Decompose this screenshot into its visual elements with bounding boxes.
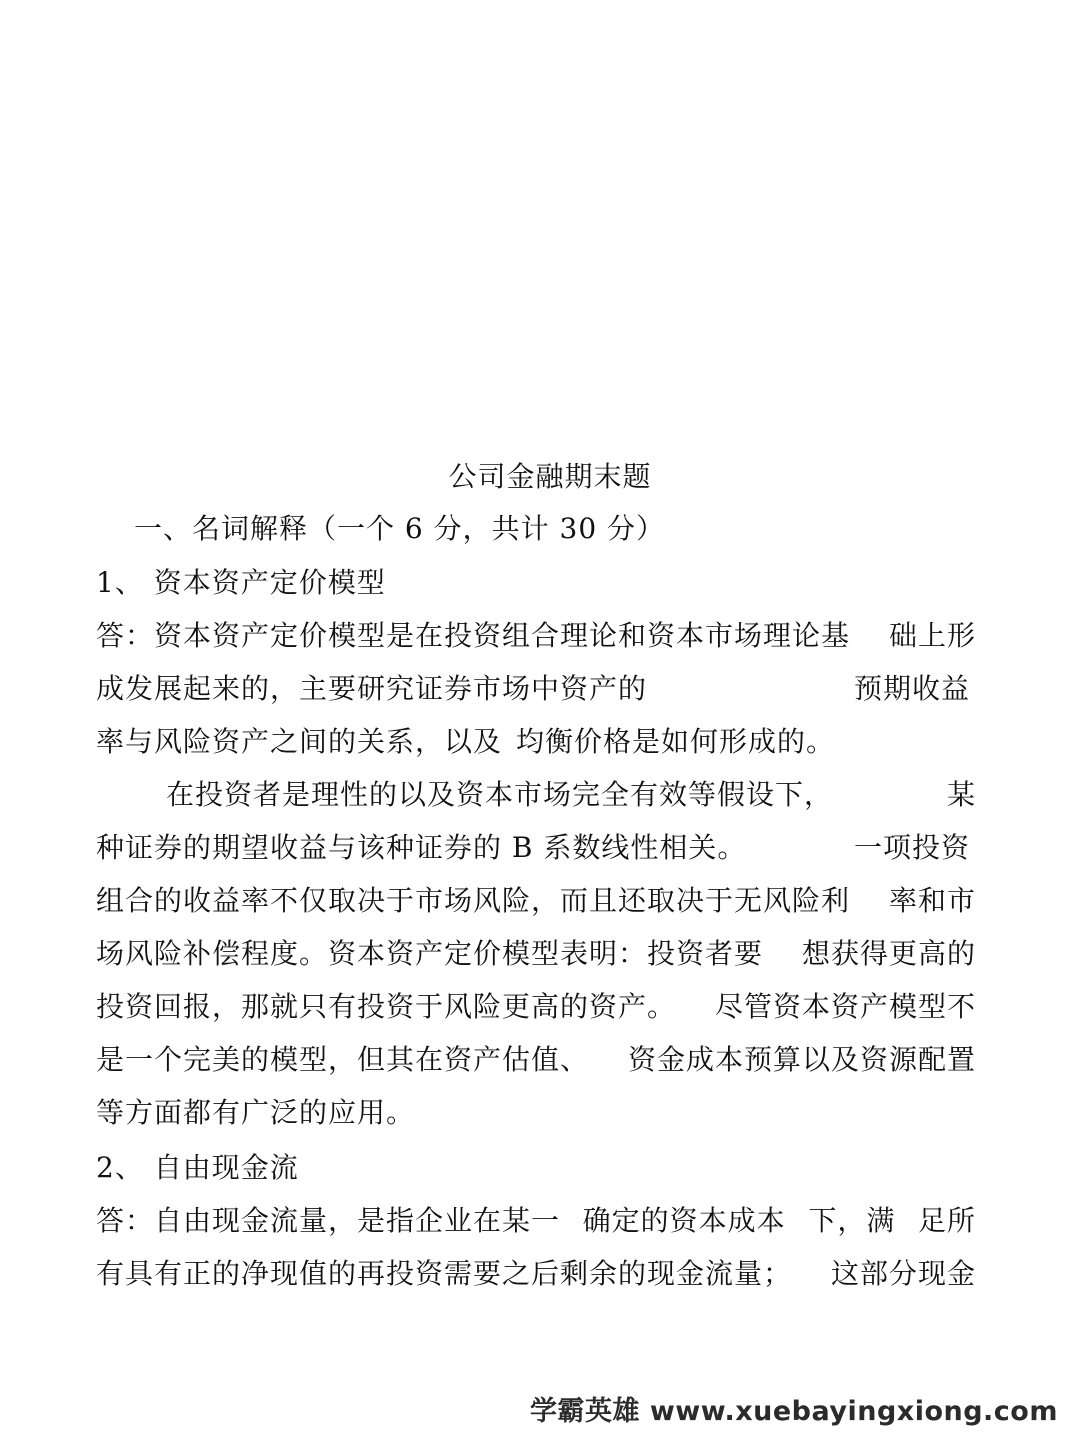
text-segment: 想获得更高的	[801, 937, 976, 970]
item-1-line-8	[96, 987, 976, 1027]
text-segment: 下，满	[808, 1204, 896, 1237]
text-segment: 这部分现金	[830, 1257, 976, 1290]
item-1-line-9	[96, 1040, 976, 1080]
item-1-line-6	[96, 881, 976, 921]
text-segment: 在投资者是理性的以及资本市场完全有效等假设下，	[166, 778, 834, 811]
text-segment: 答：资本资产定价模型是在投资组合理论和资本市场理论基	[96, 619, 851, 652]
text-segment: 等方面都有广泛的应用。	[96, 1096, 416, 1129]
section-heading: 一、名词解释（一个 6 分，共计 30 分）	[134, 512, 666, 545]
text-segment: 尽管资本资产模型不	[714, 990, 976, 1023]
text-segment: 成发展起来的，主要研究证券市场中资产的	[96, 672, 648, 705]
text-segment: 础上形	[888, 619, 976, 652]
item-2-line-1	[96, 1201, 976, 1241]
item-1-line-7	[96, 934, 976, 974]
text-segment: 有具有正的净现值的再投资需要之后剩余的现金流量；	[96, 1257, 793, 1290]
item-1-line-2	[96, 669, 976, 709]
text-segment: 答：自由现金流量，是指企业在某一	[96, 1204, 561, 1237]
text-segment: 率与风险资产之间的关系，以及	[96, 725, 503, 758]
site-watermark: 学霸英雄 www.xuebayingxiong.com	[529, 1396, 1058, 1427]
item-1-line-1	[96, 616, 976, 656]
text-segment: 某	[946, 778, 976, 811]
item-1-line-3	[96, 722, 976, 762]
item-2-heading: 2、 自由现金流	[96, 1151, 299, 1184]
text-segment: 确定的资本成本	[582, 1204, 786, 1237]
text-segment: 是一个完美的模型，但其在资产估值、	[96, 1043, 590, 1076]
text-segment: 均衡价格是如何形成的。	[516, 725, 836, 758]
text-segment: 组合的收益率不仅取决于市场风险，而且还取决于无风险利	[96, 884, 851, 917]
item-1-line-4	[166, 775, 976, 815]
item-1-line-5	[96, 828, 976, 868]
item-1-heading: 1、 资本资产定价模型	[96, 566, 386, 599]
document-title: 公司金融期末题	[448, 460, 652, 493]
text-segment: 场风险补偿程度。资本资产定价模型表明：投资者要	[96, 937, 764, 970]
item-2-line-2	[96, 1254, 976, 1294]
text-segment: 足所	[917, 1204, 976, 1237]
text-segment: 种证券的期望收益与该种证券的 B 系数线性相关。	[96, 831, 747, 864]
text-segment: 率和市	[888, 884, 976, 917]
item-1-line-10	[96, 1093, 976, 1133]
text-segment: 预期收益	[853, 672, 970, 705]
text-segment: 一项投资	[853, 831, 970, 864]
text-segment: 投资回报，那就只有投资于风险更高的资产。	[96, 990, 677, 1023]
text-segment: 资金成本预算以及资源配置	[627, 1043, 976, 1076]
